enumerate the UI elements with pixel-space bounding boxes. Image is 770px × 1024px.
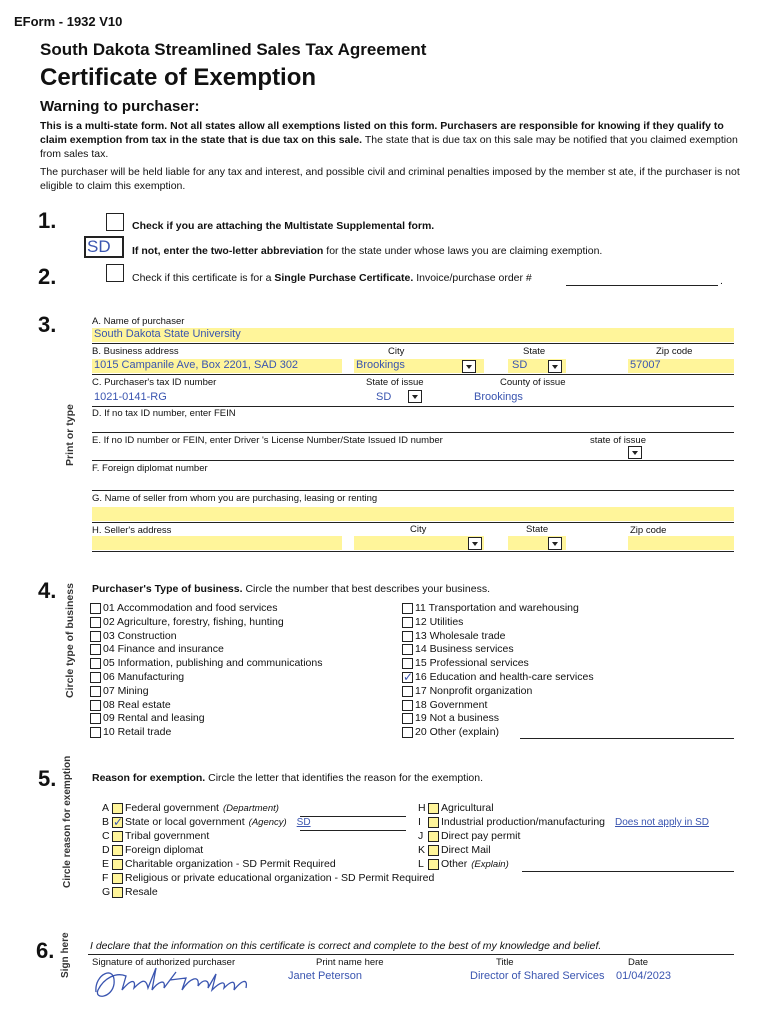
business-type-checkbox[interactable] [90, 631, 101, 642]
state-issue-value[interactable]: SD [376, 391, 392, 403]
reason-checkbox[interactable] [428, 817, 439, 828]
reason-label-text: Agricultural [441, 802, 494, 814]
business-type-label: 17 Nonprofit organization [415, 684, 533, 697]
business-type-checkbox[interactable] [90, 713, 101, 724]
sign-here-label: Sign here [60, 932, 71, 978]
reason-note: (Explain) [471, 859, 509, 870]
business-type-label: 14 Business services [415, 643, 514, 656]
reason-label-text: Direct pay permit [441, 830, 521, 842]
multistate-checkbox[interactable] [106, 213, 124, 231]
zip-label: Zip code [656, 346, 693, 357]
reason-letter: E [102, 858, 110, 870]
reason-letter: L [418, 858, 424, 870]
reason-letter: J [418, 830, 424, 842]
rule [92, 432, 734, 433]
purchaser-name-label: A. Name of purchaser [92, 316, 185, 327]
reason-label [441, 844, 491, 856]
reason-letter: K [418, 844, 426, 856]
reason-label-text: Resale [125, 886, 158, 898]
seller-name-field[interactable] [92, 507, 734, 521]
reason-label [125, 886, 158, 898]
business-heading-bold: Purchaser's Type of business. [92, 583, 243, 595]
zip-value: 57007 [630, 359, 661, 371]
rule [92, 343, 734, 344]
business-type-checkbox[interactable] [402, 672, 413, 683]
business-type-label: 03 Construction [103, 629, 177, 642]
reason-label-text: Direct Mail [441, 844, 491, 856]
seller-zip-field[interactable] [628, 536, 734, 550]
rule [92, 490, 734, 491]
business-type-label: 15 Professional services [415, 657, 529, 670]
city-value: Brookings [356, 359, 405, 371]
purchaser-name-value: South Dakota State University [94, 328, 241, 340]
seller-address-field[interactable] [92, 536, 342, 550]
seller-city-dropdown-icon[interactable] [468, 537, 482, 550]
reason-checkbox[interactable] [428, 845, 439, 856]
reason-label [125, 872, 434, 884]
rule [92, 406, 734, 407]
business-type-label: 12 Utilities [415, 615, 464, 628]
reason-checkbox[interactable] [428, 859, 439, 870]
business-type-label: 10 Retail trade [103, 726, 172, 739]
title-label: Title [496, 957, 514, 968]
state-abbrev-field[interactable]: SD [84, 236, 124, 258]
reason-checkbox[interactable] [112, 845, 123, 856]
business-type-checkbox[interactable] [402, 658, 413, 669]
state-issue-label: State of issue [366, 377, 424, 388]
business-type-checkbox[interactable] [402, 700, 413, 711]
invoice-line [566, 285, 718, 286]
reason-label [441, 858, 509, 870]
reason-label-text: Tribal government [125, 830, 210, 842]
reason-letter: B [102, 816, 110, 828]
county-issue-value[interactable]: Brookings [474, 391, 523, 403]
reason-heading-rest: Circle the letter that identifies the reason for the exemption. [205, 772, 484, 784]
business-heading-rest: Circle the number that best describes your business. [242, 583, 490, 595]
rule [92, 460, 734, 461]
reason-label [125, 830, 209, 842]
dl-state-dropdown-icon[interactable] [628, 446, 642, 459]
reason-label [441, 816, 709, 828]
agreement-title: South Dakota Streamlined Sales Tax Agreement [40, 40, 427, 59]
other-reason-line [522, 871, 734, 872]
print-name-value[interactable]: Janet Peterson [288, 970, 362, 982]
reason-letter: F [102, 872, 109, 884]
reason-note: (Department) [222, 803, 279, 814]
business-type-checkbox[interactable] [402, 617, 413, 628]
reason-heading-bold: Reason for exemption. [92, 772, 206, 784]
warning-bold: This is a multi-state form. Not all states allow all exemptions listed on this form. Purchasers are responsible for knowing if they qualify to claim exemption from tax in the state that is due tax on this sale. [40, 120, 724, 146]
reason-heading [92, 772, 483, 784]
county-issue-label: County of issue [500, 377, 566, 388]
section-2-number: 2. [38, 264, 57, 289]
agency-line [300, 830, 406, 831]
reason-label-text: Charitable organization - SD Permit Required [125, 858, 336, 870]
reason-label [125, 802, 279, 814]
address-label: B. Business address [92, 346, 179, 357]
fein-label: D. If no tax ID number, enter FEIN [92, 408, 236, 419]
business-type-checkbox[interactable] [402, 631, 413, 642]
reason-value[interactable]: Does not apply in SD [615, 817, 709, 828]
business-type-checkbox[interactable] [90, 644, 101, 655]
single-purchase-checkbox[interactable] [106, 264, 124, 282]
business-type-label: 19 Not a business [415, 712, 500, 725]
business-type-label: 20 Other (explain) [415, 726, 500, 739]
address-value: 1015 Campanile Ave, Box 2201, SAD 302 [94, 359, 299, 371]
reason-letter: C [102, 830, 110, 842]
business-type-checkbox[interactable] [90, 672, 101, 683]
seller-name-label: G. Name of seller from whom you are purchasing, leasing or renting [92, 493, 378, 504]
section-1-number: 1. [38, 208, 57, 233]
reason-checkbox[interactable] [428, 803, 439, 814]
diplomat-label: F. Foreign diplomat number [92, 463, 208, 474]
print-name-label: Print name here [316, 957, 384, 968]
reason-label [441, 830, 520, 842]
reason-side-label: Circle reason for exemption [62, 755, 73, 888]
other-explain-line [520, 738, 734, 739]
signature-label: Signature of authorized purchaser [92, 957, 236, 968]
business-type-label: 07 Mining [103, 684, 149, 697]
business-type-checkbox[interactable] [402, 603, 413, 614]
business-type-checkbox[interactable] [90, 617, 101, 628]
city-label: City [388, 346, 405, 357]
reason-checkbox[interactable] [112, 817, 123, 828]
liability-text: The purchaser will be held liable for any tax and interest, and possible civil and criminal penalties imposed by the member st ate, if the purchaser is not eligible to claim this exemption. [40, 166, 740, 192]
dl-state-label: state of issue [590, 435, 646, 446]
reason-value[interactable]: SD [296, 817, 311, 828]
warning-rest: The state that is due tax on this sale may be notified that you claimed exemption from sales tax. [40, 134, 738, 160]
federal-dept-line [300, 816, 406, 817]
reason-note: (Agency) [248, 817, 287, 828]
state-label: State [523, 346, 546, 357]
reason-letter: A [102, 802, 110, 814]
business-type-label: 06 Manufacturing [103, 671, 185, 683]
reason-label-text: Industrial production/manufacturing [441, 816, 606, 828]
business-type-side-label: Circle type of business [64, 583, 76, 698]
business-type-label: 13 Wholesale trade [415, 629, 506, 642]
print-or-type-label: Print or type [64, 404, 76, 466]
state-issue-dropdown-icon[interactable] [408, 390, 422, 403]
business-type-checkbox[interactable] [90, 727, 101, 738]
section-3-number: 3. [38, 312, 57, 337]
state-abbrev-label [132, 245, 602, 257]
seller-city-label: City [410, 524, 427, 535]
state-value: SD [512, 359, 528, 371]
reason-label-text: Religious or private educational organization - SD Permit Required [125, 872, 435, 884]
business-type-checkbox[interactable] [90, 658, 101, 669]
single-post: Invoice/purchase order # [413, 272, 532, 284]
reason-letter: I [418, 816, 421, 828]
section-4-number: 4. [38, 578, 57, 603]
taxid-value[interactable]: 1021-0141-RG [94, 391, 167, 403]
business-type-checkbox[interactable] [90, 686, 101, 697]
reason-checkbox[interactable] [112, 803, 123, 814]
reason-checkbox[interactable] [112, 831, 123, 842]
multistate-label: Check if you are attaching the Multistate Supplemental form. [132, 220, 435, 232]
certificate-title: Certificate of Exemption [40, 64, 317, 91]
declaration-text: I declare that the information on this certificate is correct and complete to the best of my knowledge and belief. [90, 940, 602, 952]
reason-checkbox[interactable] [112, 887, 123, 898]
business-type-label: 09 Rental and leasing [103, 712, 205, 725]
single-pre: Check if this certificate is for a [132, 272, 275, 284]
warning-heading: Warning to purchaser: [40, 98, 200, 115]
business-type-label: 16 Education and health-care services [415, 671, 594, 683]
date-label: Date [628, 957, 649, 968]
section-5-number: 5. [38, 766, 57, 791]
seller-state-dropdown-icon[interactable] [548, 537, 562, 550]
warning-text [40, 119, 740, 161]
taxid-label: C. Purchaser's tax ID number [92, 377, 217, 388]
reason-checkbox[interactable] [112, 859, 123, 870]
state-abbrev-rest: for the state under whose laws you are claiming exemption. [323, 245, 603, 257]
reason-letter: H [418, 802, 426, 814]
business-type-label: 08 Real estate [103, 698, 171, 711]
single-purchase-label [132, 272, 532, 284]
reason-label-text: State or local government [125, 816, 245, 828]
rule [92, 374, 734, 375]
single-bold: Single Purchase Certificate. [274, 272, 414, 284]
business-type-label: 18 Government [415, 698, 488, 711]
reason-checkbox[interactable] [112, 873, 123, 884]
reason-label-text: Other [441, 858, 468, 870]
business-type-checkbox[interactable] [402, 686, 413, 697]
rule [92, 522, 734, 523]
reason-label-text: Foreign diplomat [125, 844, 204, 856]
business-type-checkbox[interactable] [90, 700, 101, 711]
dl-label: E. If no ID number or FEIN, enter Driver 's License Number/State Issued ID number [92, 435, 443, 446]
city-dropdown-icon[interactable] [462, 360, 476, 373]
reason-label [441, 802, 494, 814]
form-code: EForm - 1932 V10 [14, 14, 123, 29]
business-type-checkbox[interactable] [402, 644, 413, 655]
business-type-checkbox[interactable] [402, 727, 413, 738]
reason-label [125, 816, 311, 828]
seller-address-label: H. Seller's address [92, 525, 172, 536]
reason-label [125, 844, 203, 856]
seller-city-field[interactable] [354, 536, 484, 550]
reason-letter: D [102, 844, 110, 856]
rule [92, 551, 734, 552]
reason-checkbox[interactable] [428, 831, 439, 842]
reason-letter: G [102, 886, 111, 898]
reason-label [125, 858, 336, 870]
business-type-checkbox[interactable] [90, 603, 101, 614]
date-value[interactable]: 01/04/2023 [616, 970, 672, 982]
invoice-end: . [720, 275, 723, 287]
business-type-checkbox[interactable] [402, 713, 413, 724]
state-dropdown-icon[interactable] [548, 360, 562, 373]
title-value[interactable]: Director of Shared Services [470, 970, 605, 982]
signature-image [86, 954, 266, 1004]
business-type-heading [92, 583, 490, 595]
business-type-label: 11 Transportation and warehousing [415, 602, 579, 614]
business-type-label: 04 Finance and insurance [103, 643, 224, 656]
reason-label-text: Federal government [125, 802, 219, 814]
state-abbrev-bold: If not, enter the two-letter abbreviation [132, 245, 324, 257]
business-type-label: 05 Information, publishing and communications [103, 657, 323, 670]
seller-zip-label: Zip code [630, 525, 667, 536]
section-6-number: 6. [36, 938, 55, 963]
seller-state-label: State [526, 524, 549, 535]
business-type-label: 01 Accommodation and food services [103, 602, 278, 614]
business-type-label: 02 Agriculture, forestry, fishing, hunting [103, 615, 284, 628]
